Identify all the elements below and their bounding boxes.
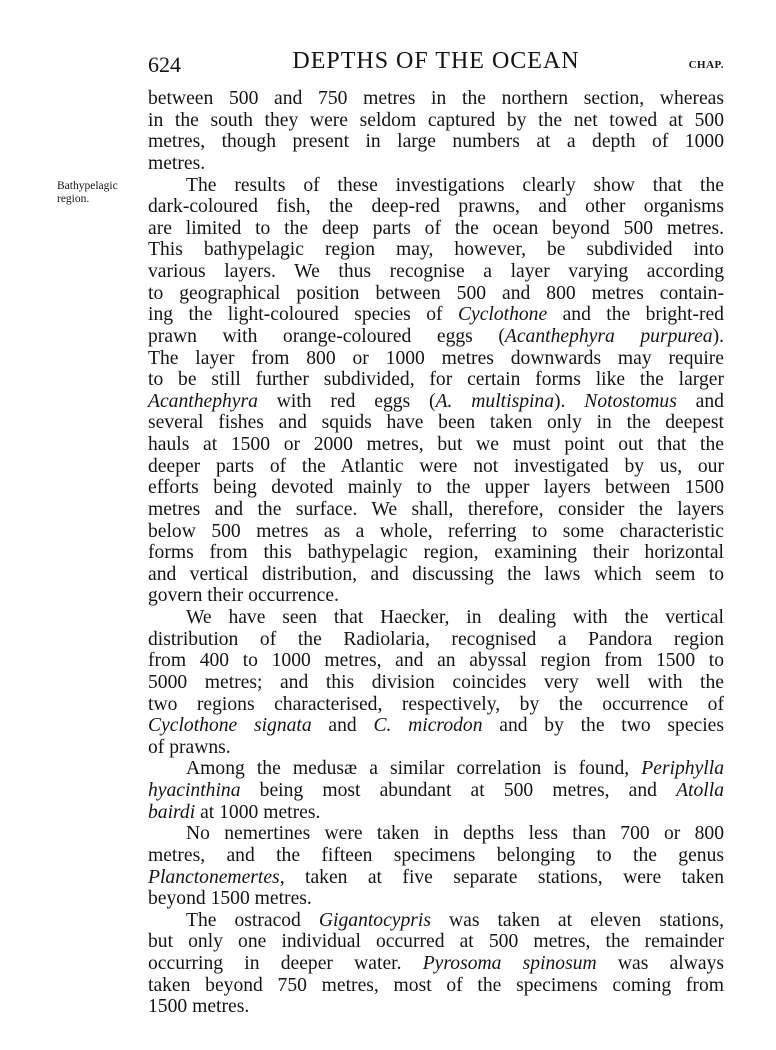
text-line	[148, 218, 724, 240]
italic-term: Acanthephyra	[148, 390, 258, 412]
text-line	[148, 629, 724, 651]
text-line	[148, 412, 724, 434]
text-run: prawn with orange-coloured eggs (	[148, 325, 505, 347]
text-line	[148, 369, 724, 391]
text-line	[148, 585, 724, 607]
text-run: beyond 1500 metres.	[148, 888, 312, 910]
text-line	[148, 542, 724, 564]
text-line	[148, 153, 724, 175]
text-run: forms from this bathypelagic region, examining their horizontal	[148, 542, 724, 564]
italic-term: Atolla	[676, 780, 724, 801]
text-line	[148, 672, 724, 694]
text-run: ).	[712, 325, 725, 347]
text-run: of prawns.	[148, 736, 231, 758]
text-run: 1500 metres.	[148, 996, 250, 1018]
text-run: between 500 and 750 metres in the northern section, whereas	[148, 88, 724, 109]
text-run: ing the light-coloured species of	[148, 304, 458, 326]
text-run: distribution of the Radiolaria, recognised a Pandora region	[148, 628, 724, 650]
text-line	[148, 110, 724, 132]
italic-term: A. multispina	[435, 390, 555, 412]
text-run: and vertical distribution, and discussing the laws which seem to	[148, 563, 724, 585]
text-run: and the bright-red	[547, 304, 724, 326]
text-line	[148, 975, 724, 997]
text-run: The results of these investigations clearly show that the	[186, 174, 724, 196]
text-line	[148, 607, 724, 629]
text-run: to geographical position between 500 and 800 metres contain-	[148, 282, 724, 304]
text-line	[148, 888, 724, 910]
text-run: No nemertines were taken in depths less than 700 or 800	[186, 823, 724, 845]
text-line	[148, 131, 724, 153]
text-run: are limited to the deep parts of the ocean beyond 500 metres.	[148, 217, 724, 239]
italic-term: hyacinthina	[148, 780, 241, 801]
text-line	[148, 521, 724, 543]
italic-term: Periphylla	[641, 758, 724, 780]
text-run: This bathypelagic region may, however, be subdivided into	[148, 239, 724, 261]
text-line	[148, 758, 724, 780]
text-line	[148, 456, 724, 478]
text-line	[148, 910, 724, 932]
text-line	[148, 239, 724, 261]
italic-term: Gigantocypris	[318, 909, 431, 931]
text-run: govern their occurrence.	[148, 585, 339, 607]
text-line	[148, 283, 724, 305]
text-run: The ostracod	[186, 909, 319, 931]
margin-note-line: Bathypelagic	[57, 180, 118, 192]
text-run: metres, and the fifteen specimens belonging to the genus	[148, 844, 724, 866]
text-line	[148, 348, 724, 370]
text-line	[148, 175, 724, 197]
chapter-label: CHAP.	[688, 59, 724, 71]
text-run: was taken at eleven stations,	[430, 909, 724, 931]
text-line	[148, 823, 724, 845]
italic-term: Cyclothone	[457, 304, 548, 326]
text-run: hauls at 1500 or 2000 metres, but we must point out that the	[148, 434, 724, 455]
text-run: with red eggs (	[257, 390, 436, 412]
text-run: and	[311, 715, 374, 737]
text-line	[148, 802, 724, 824]
text-line	[148, 499, 724, 521]
text-run: metres, though present in large numbers at a depth of 1000	[148, 131, 724, 153]
text-line	[148, 953, 724, 975]
margin-note-line: region.	[57, 193, 90, 205]
body-text	[148, 88, 724, 1018]
text-run: various layers. We thus recognise a layer varying according	[148, 261, 724, 282]
text-line	[148, 845, 724, 867]
text-run: being most abundant at 500 metres, and	[240, 780, 677, 801]
text-line	[148, 996, 724, 1018]
text-run: ).	[554, 390, 585, 412]
text-run: but only one individual occurred at 500 metres, the remainder	[148, 931, 724, 953]
text-line	[148, 477, 724, 499]
text-run: taken beyond 750 metres, most of the specimens coming from	[148, 974, 724, 996]
text-line	[148, 780, 724, 802]
text-run: metres and the surface. We shall, therefore, consider the layers	[148, 498, 724, 520]
text-line	[148, 737, 724, 759]
text-line	[148, 304, 724, 326]
text-run: several fishes and squids have been taken only in the deepest	[148, 412, 724, 434]
text-run: dark-coloured fish, the deep-red prawns, and other organisms	[148, 196, 724, 218]
text-run: metres.	[148, 152, 206, 174]
text-run: 5000 metres; and this division coincides very well with the	[148, 671, 724, 693]
italic-term: Cyclothone signata	[148, 715, 312, 737]
text-line	[148, 564, 724, 586]
margin-note	[57, 180, 118, 206]
text-run: from 400 to 1000 metres, and an abyssal region from 1500 to	[148, 650, 724, 672]
text-run: was always	[596, 953, 724, 974]
text-line	[148, 88, 724, 110]
running-title: DEPTHS OF THE OCEAN	[292, 48, 580, 74]
text-line	[148, 694, 724, 716]
italic-term: Notostomus	[584, 390, 677, 412]
running-header	[148, 48, 724, 80]
text-line	[148, 196, 724, 218]
text-run: The layer from 800 or 1000 metres downwards may require	[148, 347, 724, 369]
text-run: occurring in deeper water.	[148, 953, 423, 974]
text-run: Among the medusæ a similar correlation is found,	[186, 758, 642, 780]
text-line	[148, 715, 724, 737]
text-run: deeper parts of the Atlantic were not investigated by us, our	[148, 455, 724, 477]
text-run: to be still further subdivided, for certain forms like the larger	[148, 369, 724, 391]
text-run: and	[676, 390, 724, 412]
text-line	[148, 931, 724, 953]
italic-term: bairdi	[148, 801, 196, 823]
text-run: efforts being devoted mainly to the upper layers between 1500	[148, 477, 724, 499]
italic-term: C. microdon	[373, 715, 483, 737]
text-run: We have seen that Haecker, in dealing with the vertical	[186, 607, 724, 628]
text-line	[148, 261, 724, 283]
text-line	[148, 434, 724, 456]
italic-term: Planctonemertes	[148, 866, 280, 888]
text-run: , taken at five separate stations, were taken	[279, 866, 724, 888]
text-run: in the south they were seldom captured by the net towed at 500	[148, 109, 724, 131]
italic-term: Acanthephyra purpurea	[504, 325, 713, 347]
italic-term: Pyrosoma spinosum	[422, 953, 597, 974]
text-run: below 500 metres as a whole, referring to some characteristic	[148, 520, 724, 542]
text-run: two regions characterised, respectively, by the occurrence of	[148, 693, 724, 715]
text-line	[148, 391, 724, 413]
text-run: and by the two species	[482, 715, 724, 737]
text-line	[148, 326, 724, 348]
text-line	[148, 867, 724, 889]
text-run: at 1000 metres.	[195, 801, 321, 823]
page-number: 624	[148, 52, 181, 77]
text-line	[148, 650, 724, 672]
